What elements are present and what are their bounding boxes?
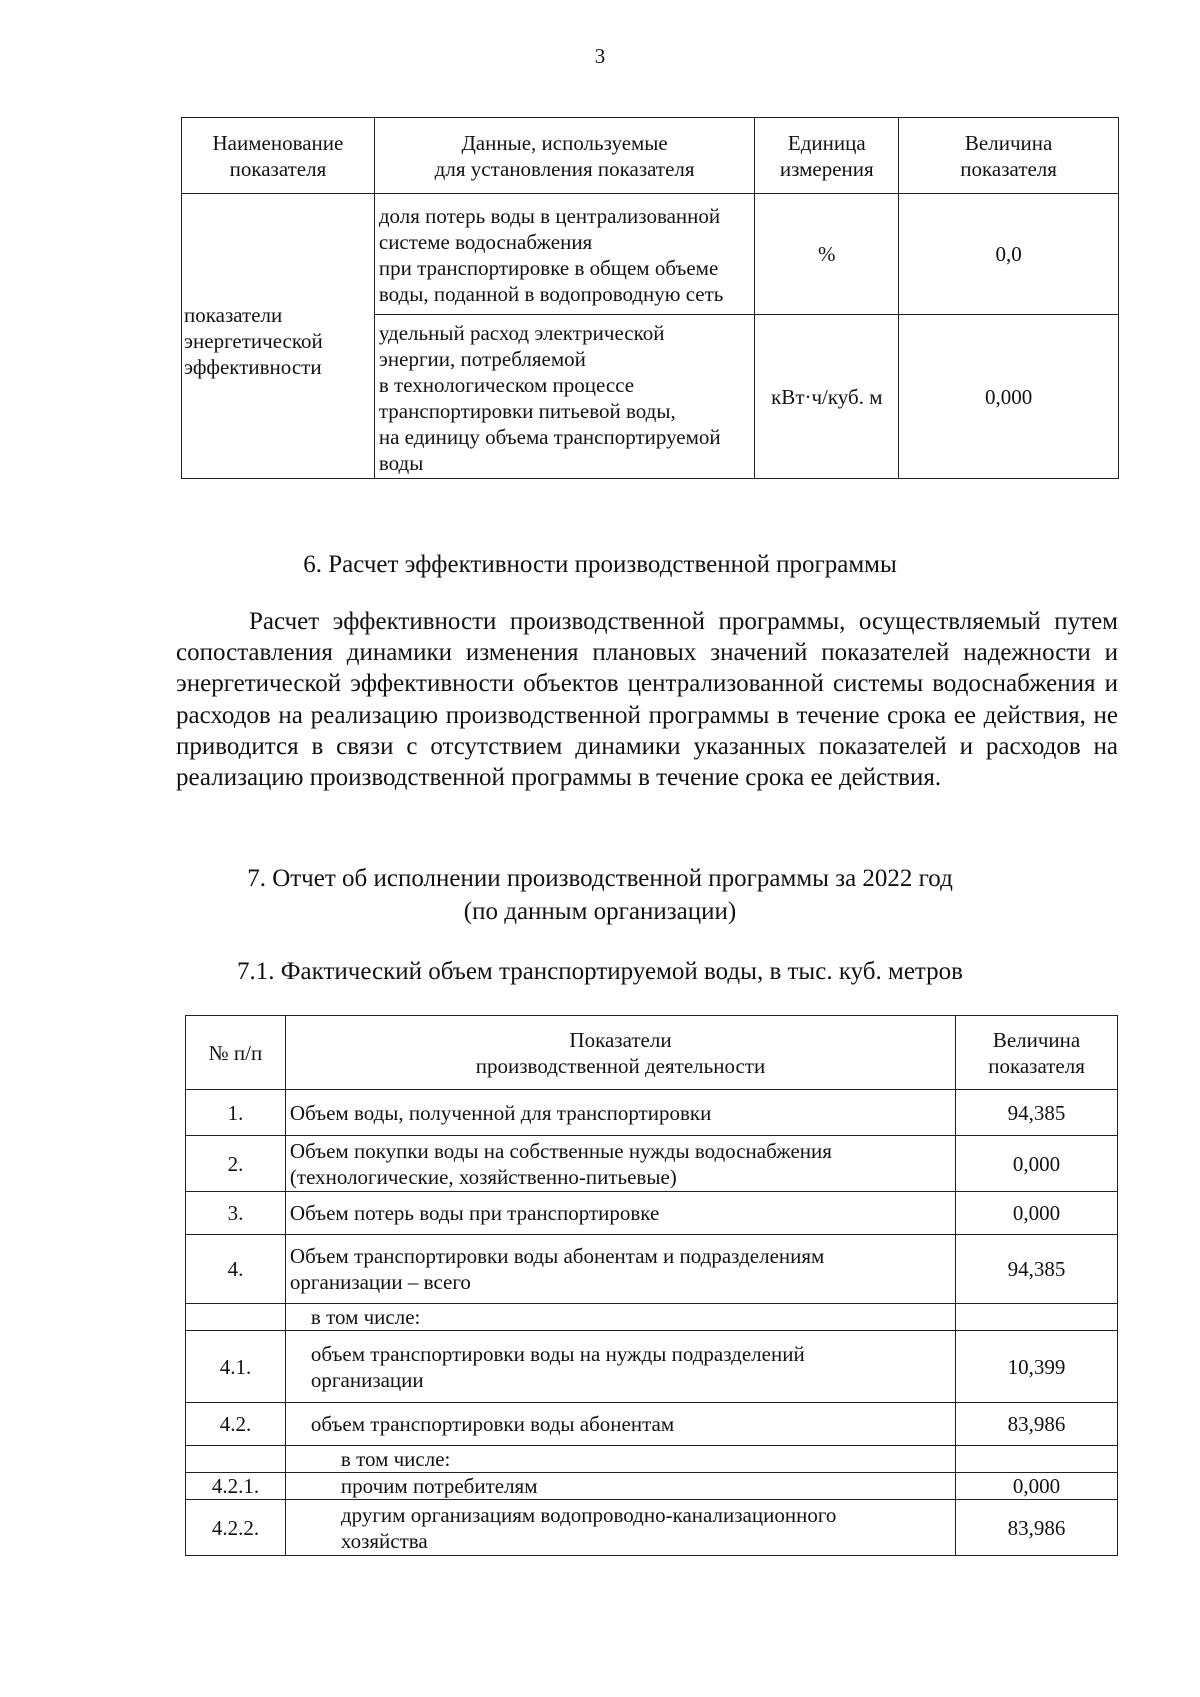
section7-subtitle: 7.1. Фактический объем транспортируемой воды, в тыс. куб. метров bbox=[237, 958, 963, 985]
page-number: 3 bbox=[594, 44, 606, 68]
row-text: Объем покупки воды на собственные нужды водоснабжения (технологические, хозяйственно-питьевые) bbox=[285, 1136, 955, 1192]
row-value: 0,000 bbox=[956, 1192, 1118, 1235]
row-value bbox=[956, 1304, 1118, 1331]
row-value: 0,000 bbox=[956, 1136, 1118, 1192]
section6-paragraph: Расчет эффективности производственной программы, осуществляемый путем сопоставления динамики изменения плановых значений показателей надежности и энергетической эффективности объектов централизованной системы водоснабжения и расходов на реализацию производственной программы в течение срока ее действия, не приводится в связи с отсутствием динамики указанных показателей и расходов на реализацию производственной программы в течение срока ее действия. bbox=[176, 608, 1118, 792]
row-number: 4. bbox=[186, 1235, 286, 1304]
data-cell: доля потерь воды в централизованной системе водоснабжения при транспортировке в общем объеме воды, поданной в водопроводную сеть bbox=[374, 194, 754, 315]
row-text: прочим потребителям bbox=[285, 1473, 955, 1500]
row-text: объем транспортировки воды абонентам bbox=[285, 1403, 955, 1446]
row-text: другим организациям водопроводно-канализационного хозяйства bbox=[285, 1500, 955, 1556]
row-text: в том числе: bbox=[285, 1304, 955, 1331]
row-number bbox=[186, 1304, 286, 1331]
section6-title: 6. Расчет эффективности производственной программы bbox=[303, 551, 897, 578]
row-number: 4.2.1. bbox=[186, 1473, 286, 1500]
header-number: № п/п bbox=[186, 1016, 286, 1090]
value-cell: 0,000 bbox=[899, 315, 1119, 479]
table-row bbox=[186, 1192, 1118, 1235]
header-unit: Единица измерения bbox=[755, 118, 899, 194]
row-text: Объем транспортировки воды абонентам и подразделениям организации – всего bbox=[285, 1235, 955, 1304]
table-row bbox=[186, 1235, 1118, 1304]
row-value: 83,986 bbox=[956, 1500, 1118, 1556]
table-row bbox=[186, 1090, 1118, 1136]
row-value bbox=[956, 1446, 1118, 1473]
row-number: 4.2. bbox=[186, 1403, 286, 1446]
water-volume-table bbox=[185, 1015, 1118, 1556]
table-row bbox=[186, 1331, 1118, 1403]
value-cell: 0,0 bbox=[899, 194, 1119, 315]
row-text: объем транспортировки воды на нужды подразделений организации bbox=[285, 1331, 955, 1403]
row-number: 4.1. bbox=[186, 1331, 286, 1403]
row-number: 1. bbox=[186, 1090, 286, 1136]
energy-efficiency-table bbox=[181, 117, 1119, 479]
table-row bbox=[182, 194, 1119, 315]
row-text: Объем воды, полученной для транспортировки bbox=[285, 1090, 955, 1136]
section7-title: 7. Отчет об исполнении производственной программы за 2022 год (по данным организации) bbox=[247, 865, 953, 925]
table-header-row bbox=[182, 118, 1119, 194]
row-value: 94,385 bbox=[956, 1090, 1118, 1136]
row-number: 3. bbox=[186, 1192, 286, 1235]
header-value: Величина показателя bbox=[956, 1016, 1118, 1090]
row-text: Объем потерь воды при транспортировке bbox=[285, 1192, 955, 1235]
row-number: 4.2.2. bbox=[186, 1500, 286, 1556]
row-value: 94,385 bbox=[956, 1235, 1118, 1304]
header-value: Величина показателя bbox=[899, 118, 1119, 194]
unit-cell: кВт·ч/куб. м bbox=[755, 315, 899, 479]
data-cell: удельный расход электрической энергии, потребляемой в технологическом процессе транспортировки питьевой воды, на единицу объема транспортируемой воды bbox=[374, 315, 754, 479]
table-header-row bbox=[186, 1016, 1118, 1090]
unit-cell: % bbox=[755, 194, 899, 315]
row-number: 2. bbox=[186, 1136, 286, 1192]
table-row bbox=[186, 1500, 1118, 1556]
group-name-cell: показатели энергетической эффективности bbox=[182, 194, 375, 479]
header-indicators: Показатели производственной деятельности bbox=[285, 1016, 955, 1090]
table-row bbox=[186, 1403, 1118, 1446]
header-data-used: Данные, используемые для установления показателя bbox=[374, 118, 754, 194]
row-value: 0,000 bbox=[956, 1473, 1118, 1500]
table-row bbox=[186, 1473, 1118, 1500]
table-row bbox=[186, 1446, 1118, 1473]
row-number bbox=[186, 1446, 286, 1473]
row-value: 83,986 bbox=[956, 1403, 1118, 1446]
table-row bbox=[186, 1136, 1118, 1192]
row-value: 10,399 bbox=[956, 1331, 1118, 1403]
header-indicator-name: Наименование показателя bbox=[182, 118, 375, 194]
row-text: в том числе: bbox=[285, 1446, 955, 1473]
table-row bbox=[186, 1304, 1118, 1331]
